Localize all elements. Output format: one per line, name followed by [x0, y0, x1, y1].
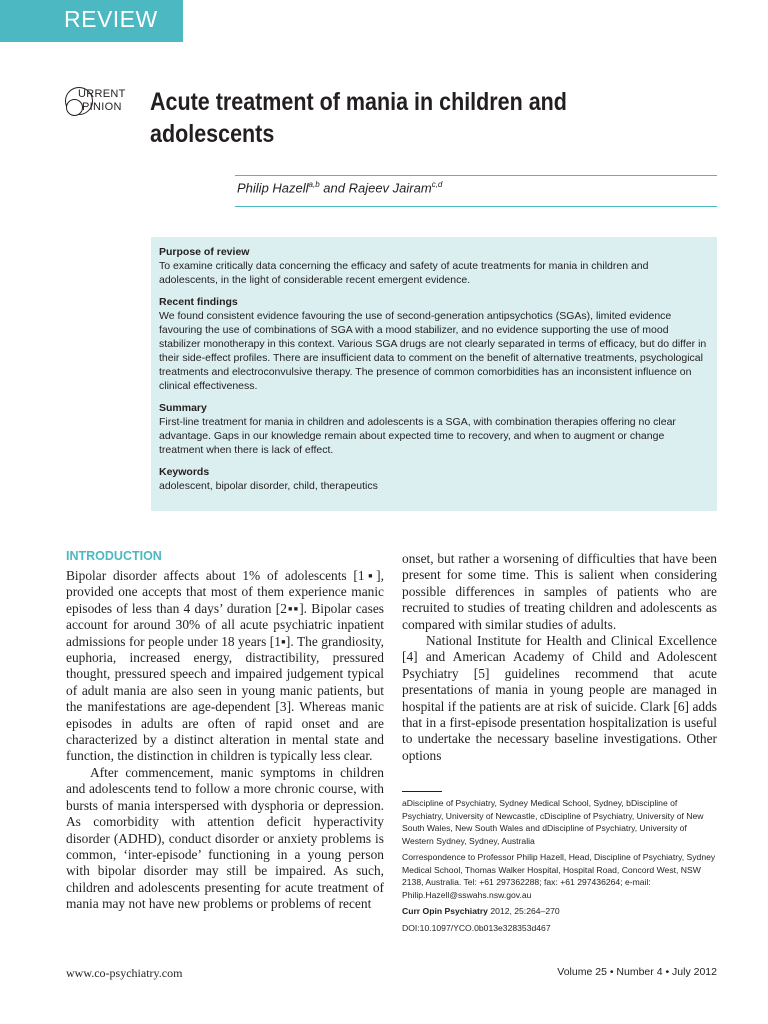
- purpose-heading: Purpose of review: [159, 246, 250, 258]
- journal-url[interactable]: www.co-psychiatry.com: [66, 966, 183, 980]
- affiliations-block: [402, 797, 718, 938]
- keywords-text: adolescent, bipolar disorder, child, therapeutics: [159, 480, 378, 492]
- findings-heading: Recent findings: [159, 296, 238, 308]
- footnote-rule: [402, 791, 442, 792]
- body-paragraph: Bipolar disorder affects about 1% of adolescents [1▪], provided one accepts that most of them experience manic episodes of less than 4 days’ duration [2▪▪]. Bipolar cases account for around 30% of all acute psychiatric inpatient admissions for people under 18 years [1▪]. The grandiosity, euphoria, increased energy, distractibility, pressured thought, pressured speech and impaired judgement typical of adult mania are also seen in young manic patients, but the manifestations are age-dependent [3]. Whereas manic episodes in adults are often of rapid onset and are characterized by a distinct alteration in mental state and function, the distinction in children is typically less clear.: [66, 568, 384, 764]
- affiliations-text: aDiscipline of Psychiatry, Sydney Medical School, Sydney, bDiscipline of Psychiatry, University of Newcastle, cDiscipline of Psychiatry, University of New South Wales, New South Wales and dDiscipline of Psychiatry, University of Western Sydney, Sydney, Australia: [402, 798, 704, 846]
- author-connector: and: [319, 180, 349, 196]
- body-paragraph: National Institute for Health and Clinical Excellence [4] and American Academy of Child and Adolescent Psychiatry [5] guidelines recommend that acute presentations of mania in young people are managed in hospital if the patients are at risk of suicide. Clark [6] adds that in a first-episode presentation hospitalization is useful to undertake the necessary baseline investigations. Other options: [402, 633, 717, 763]
- purpose-text: To examine critically data concerning the efficacy and safety of acute treatments for mania in children and adolescents, in the light of considerable recent emergent evidence.: [159, 260, 649, 286]
- author-1-affil: a,b: [308, 180, 320, 189]
- author-2-affil: c,d: [431, 180, 443, 189]
- keywords-heading: Keywords: [159, 466, 210, 478]
- summary-heading: Summary: [159, 402, 207, 414]
- citation-line: [402, 905, 718, 918]
- body-column-left: [66, 568, 384, 913]
- introduction-heading: INTRODUCTION: [66, 549, 162, 563]
- author-1: Philip Hazell: [237, 180, 309, 196]
- abstract-box: [151, 237, 717, 511]
- author-line: [237, 180, 442, 195]
- author-2: Rajeev Jairam: [348, 180, 432, 196]
- author-rule-bottom: [235, 206, 717, 207]
- citation-details: 2012, 25:264–270: [487, 906, 560, 916]
- section-tab: REVIEW: [0, 0, 183, 42]
- author-rule-top: [235, 175, 717, 176]
- journal-name: Curr Opin Psychiatry: [402, 906, 488, 916]
- current-opinion-logo: [65, 87, 139, 117]
- logo-o-ring: [66, 99, 83, 116]
- body-column-right: [402, 551, 717, 764]
- body-paragraph: onset, but rather a worsening of difficulties that have been present for some time. This is salient when considering possible differences in samples of patients who are recruited to studies of treating children and adolescents as compared with similar studies of adults.: [402, 551, 717, 632]
- correspondence-text: Correspondence to Professor Philip Hazell, Head, Discipline of Psychiatry, Sydney Medical School, Thomas Walker Hospital, Hospital Road, Concord West, NSW 2138, Australia. Tel: +61 297362288; fax: +61 297436264; e-mail: Philip.Hazell@sswahs.nsw.gov.au: [402, 852, 716, 900]
- logo-line1: URRENT: [78, 88, 126, 100]
- doi-text: DOI:10.1097/YCO.0b013e328353d467: [402, 922, 551, 933]
- findings-text: We found consistent evidence favouring the use of second-generation antipsychotics (SGAs), limited evidence favouring the use of combinations of SGA with a mood stabilizer, and no evidence supporting the use of mood stabilizer monotherapy in this context. Various SGA drugs are not clearly separated in terms of efficacy, but do differ in their side-effect profiles. There are insufficient data to comment on the benefit of alternative treatments, psychological treatments and electroconvulsive therapy. The presence of common comorbidities has an inconsistent influence on clinical effectiveness.: [159, 310, 707, 392]
- body-paragraph: After commencement, manic symptoms in children and adolescents tend to follow a more chronic course, with bursts of mania interspersed with dysphoria or depression. As comorbidity with attention deficit hyperactivity disorder (ADHD), conduct disorder or anxiety problems is common, ‘inter-episode’ functioning in a young person with bipolar disorder may still be impaired. As such, children and adolescents presenting for acute treatment of mania may not have new problems or problems of recent: [66, 764, 384, 912]
- article-title: Acute treatment of mania in children and adolescents: [150, 88, 567, 148]
- logo-line2: PINION: [82, 101, 122, 113]
- summary-text: First-line treatment for mania in children and adolescents is a SGA, with combination therapies offering no clear advantage. Gaps in our knowledge remain about expected time to recovery, and when to augment or change treatment when there is lack of effect.: [159, 416, 676, 456]
- issue-info: Volume 25 • Number 4 • July 2012: [557, 966, 717, 978]
